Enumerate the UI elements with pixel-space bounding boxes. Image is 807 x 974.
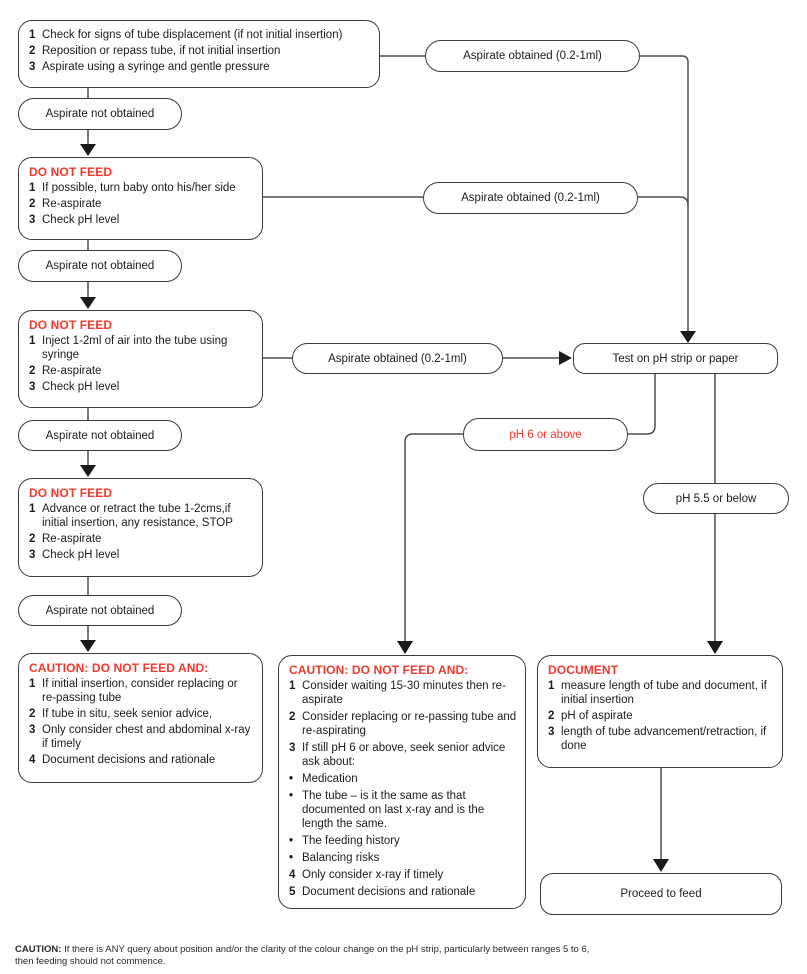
box-items xyxy=(289,679,517,899)
list-item xyxy=(548,725,774,753)
item-text: Reposition or repass tube, if not initial insertion xyxy=(42,45,281,57)
list-item xyxy=(548,679,774,707)
item-number: 2 xyxy=(29,45,36,57)
list-item xyxy=(29,181,254,195)
item-text: Check for signs of tube displacement (if not initial insertion) xyxy=(42,29,343,41)
item-text: Only consider x-ray if timely xyxy=(302,869,444,881)
footer-line-2: then feeding should not commence. xyxy=(15,956,166,967)
box-items xyxy=(29,28,371,74)
aspirate-not-obtained-pill-1 xyxy=(18,98,182,130)
list-item xyxy=(29,334,254,362)
ph-6-or-above-pill xyxy=(463,418,628,451)
list-item xyxy=(289,679,517,707)
item-number: 2 xyxy=(29,708,36,720)
item-number: 4 xyxy=(289,869,296,881)
list-item xyxy=(29,677,254,705)
item-number: 1 xyxy=(29,335,36,347)
item-number: 1 xyxy=(29,503,36,515)
item-text: Check pH level xyxy=(42,381,120,393)
item-number: • xyxy=(289,835,294,847)
item-number: • xyxy=(289,852,294,864)
list-item xyxy=(29,380,254,394)
item-number: 1 xyxy=(29,29,36,41)
do-not-feed-box-1 xyxy=(18,157,263,240)
pill-label: Proceed to feed xyxy=(620,888,702,900)
list-item xyxy=(289,851,517,865)
item-text: Balancing risks xyxy=(302,852,380,864)
item-text: Advance or retract the tube 1-2cms,if initial insertion, any resistance, STOP xyxy=(42,503,233,529)
pill-label: Aspirate obtained (0.2-1ml) xyxy=(461,192,600,204)
list-item xyxy=(289,772,517,786)
item-text: measure length of tube and document, if initial insertion xyxy=(561,680,767,706)
item-number: 3 xyxy=(29,214,36,226)
list-item xyxy=(29,532,254,546)
box-title: DOCUMENT xyxy=(548,663,619,677)
list-item xyxy=(29,213,254,227)
item-number: 5 xyxy=(289,886,296,898)
aspirate-obtained-pill-3 xyxy=(292,343,503,374)
ph-5-5-or-below-pill xyxy=(643,483,789,514)
item-number: 2 xyxy=(29,365,36,377)
footer-caution-note xyxy=(15,944,665,968)
list-item xyxy=(289,710,517,738)
pill-label: Aspirate obtained (0.2-1ml) xyxy=(463,50,602,62)
list-item xyxy=(289,789,517,831)
item-text: Re-aspirate xyxy=(42,365,102,377)
aspirate-obtained-pill-1 xyxy=(425,40,640,72)
test-ph-strip-box xyxy=(573,343,778,374)
pill-label: Aspirate not obtained xyxy=(45,429,155,442)
item-text: Re-aspirate xyxy=(42,198,102,210)
list-item xyxy=(289,868,517,882)
item-number: • xyxy=(289,773,294,785)
list-item xyxy=(289,885,517,899)
item-number: 3 xyxy=(289,742,296,754)
list-item xyxy=(289,834,517,848)
aspirate-not-obtained-pill-2 xyxy=(18,250,182,282)
aspirate-obtained-pill-2 xyxy=(423,182,638,214)
footer-line-1 xyxy=(15,944,665,956)
box-title: CAUTION: DO NOT FEED AND: xyxy=(29,661,209,675)
list-item xyxy=(548,709,774,723)
aspirate-not-obtained-pill-3 xyxy=(18,420,182,451)
item-number: 2 xyxy=(548,710,555,722)
item-text: Document decisions and rationale xyxy=(302,886,476,898)
footer-text-1: If there is ANY query about position and/or the clarity of the colour change on the pH strip, particularly between ranges 5 to 6, xyxy=(64,944,590,955)
pill-label: pH 5.5 or below xyxy=(675,492,757,505)
item-text: Medication xyxy=(302,773,358,785)
item-text: Check pH level xyxy=(42,214,120,226)
list-item xyxy=(29,28,371,42)
list-item xyxy=(29,364,254,378)
list-item xyxy=(29,44,371,58)
pill-label: Aspirate not obtained xyxy=(45,604,155,617)
item-text: The feeding history xyxy=(302,835,400,847)
list-item xyxy=(289,741,517,769)
item-text: Consider replacing or re-passing tube and re-aspirating xyxy=(302,711,517,737)
box-items xyxy=(29,181,254,227)
box-items xyxy=(29,334,254,394)
item-number: 3 xyxy=(29,724,36,736)
list-item xyxy=(29,753,254,767)
item-text: Only consider chest and abdominal x-ray if timely xyxy=(42,724,251,750)
item-number: • xyxy=(289,790,294,802)
list-item xyxy=(29,548,254,562)
pill-label: Test on pH strip or paper xyxy=(612,352,739,365)
list-item xyxy=(29,197,254,211)
proceed-to-feed-box xyxy=(540,873,782,915)
item-text: The tube – is it the same as that documented on last x-ray and is the length the same. xyxy=(302,790,485,830)
box-items xyxy=(548,679,774,753)
do-not-feed-box-2 xyxy=(18,310,263,408)
item-number: 3 xyxy=(548,726,555,738)
box-items xyxy=(29,502,254,562)
item-number: 2 xyxy=(29,533,36,545)
pill-label: Aspirate obtained (0.2-1ml) xyxy=(328,352,467,365)
caution-do-not-feed-box-left xyxy=(18,653,263,783)
item-text: If initial insertion, consider replacing or re-passing tube xyxy=(42,678,238,704)
item-number: 1 xyxy=(289,680,296,692)
list-item xyxy=(29,60,371,74)
do-not-feed-box-3 xyxy=(18,478,263,577)
item-number: 1 xyxy=(29,182,36,194)
item-text: pH of aspirate xyxy=(561,710,633,722)
box-title: DO NOT FEED xyxy=(29,165,113,179)
item-text: Document decisions and rationale xyxy=(42,754,216,766)
item-text: Re-aspirate xyxy=(42,533,102,545)
box-items xyxy=(29,677,254,767)
caution-do-not-feed-box-middle xyxy=(278,655,526,909)
item-text: length of tube advancement/retraction, if done xyxy=(561,726,767,752)
box-title: DO NOT FEED xyxy=(29,486,113,500)
item-text: Check pH level xyxy=(42,549,120,561)
list-item xyxy=(29,502,254,530)
item-number: 1 xyxy=(548,680,555,692)
item-text: If tube in situ, seek senior advice, xyxy=(42,708,213,720)
pill-label: pH 6 or above xyxy=(509,428,582,441)
item-number: 3 xyxy=(29,549,36,561)
initial-steps-box xyxy=(18,20,380,88)
list-item xyxy=(29,707,254,721)
item-text: If still pH 6 or above, seek senior advice ask about: xyxy=(302,742,506,768)
aspirate-not-obtained-pill-4 xyxy=(18,595,182,626)
item-number: 1 xyxy=(29,678,36,690)
item-number: 2 xyxy=(29,198,36,210)
pill-label: Aspirate not obtained xyxy=(45,260,155,272)
list-item xyxy=(29,723,254,751)
item-text: Aspirate using a syringe and gentle pressure xyxy=(42,61,270,73)
item-text: If possible, turn baby onto his/her side xyxy=(42,182,236,194)
footer-caution-label: CAUTION: xyxy=(15,944,62,955)
item-number: 4 xyxy=(29,754,36,766)
document-box xyxy=(537,655,783,768)
item-number: 3 xyxy=(29,61,36,73)
item-number: 2 xyxy=(289,711,296,723)
item-text: Consider waiting 15-30 minutes then re-aspirate xyxy=(302,680,506,706)
box-title: DO NOT FEED xyxy=(29,318,113,332)
item-text: Inject 1-2ml of air into the tube using syringe xyxy=(42,335,228,361)
pill-label: Aspirate not obtained xyxy=(45,108,155,120)
box-title: CAUTION: DO NOT FEED AND: xyxy=(289,663,469,677)
item-number: 3 xyxy=(29,381,36,393)
